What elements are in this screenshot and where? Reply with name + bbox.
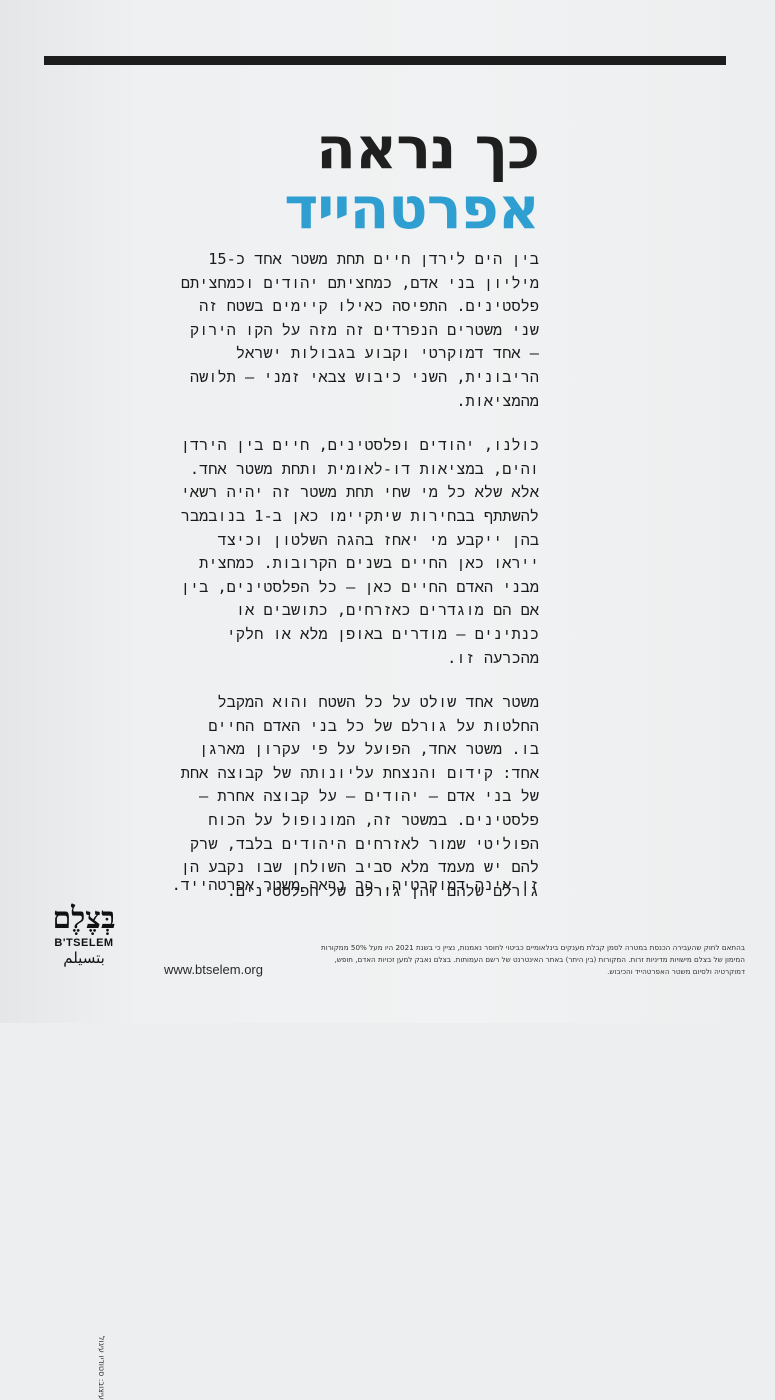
paragraph-1: בין הים לירדן חיים תחת משטר אחד כ-15 מיליון בני אדם, כמחציתם יהודים וכמחציתם פלסטינים. התפיסה כאילו קיימים בשטח זה שני משטרים הנפרדים זה מזה על הקו הירוק – אחד דמוקרטי וקבוע בגבולות ישראל הריבונית, השני כיבוש צבאי זמני – תלושה מהמציאות.	[180, 250, 539, 410]
body-text	[179, 248, 539, 924]
top-rule-divider	[44, 56, 726, 65]
paragraph-2: כולנו, יהודים ופלסטינים, חיים בין הירדן והים, במציאות דו-לאומית ותחת משטר אחד. אלא שלא כל מי שחי תחת משטר זה יהיה רשאי להשתתף בבחירות שיתקיימו כאן ב-1 בנובמבר בהן ייקבע מי יאחז בהגה השלטון וכיצד ייראו כאן החיים בשנים הקרובות. כמחצית מבני האדם החיים כאן – כל הפלסטינים, בין אם הם מוגדרים כאזרחים, כתושבים או כנתינים – מודרים באופן מלא או חלקי מהכרעה זו.	[180, 436, 539, 667]
headline	[284, 114, 539, 242]
closing-statement: זו אינה דמוקרטיה. כך נראה משטר אפרטהייד.	[171, 876, 539, 894]
headline-line-1: כך נראה	[316, 114, 539, 182]
logo-arabic-text: بتسيلم	[63, 949, 105, 967]
logo-hebrew-text: בְּצֶלֶם	[52, 901, 116, 936]
headline-line-2: אפרטהייד	[284, 174, 539, 242]
website-url: www.btselem.org	[164, 962, 263, 977]
design-credit: עיצוב: סטודיו עיגול	[97, 1336, 106, 1400]
btselem-logo	[44, 901, 124, 967]
paragraph-3: משטר אחד שולט על כל השטח והוא המקבל החלטות על גורלם של כל בני האדם החיים בו. משטר אחד, הפועל על פי עקרון מארגן אחד: קידום והנצחת עליונותה של קבוצה אחת של בני אדם – יהודים – על קבוצה אחרת – פלסטינים. במשטר זה, המונופול על הכוח הפוליטי שמור לאזרחים היהודים בלבד, שרק להם יש מעמד מלא סביב השולחן שבו נקבע הן גורלם שלהם והן גורלם של הפלסטינים.	[180, 693, 539, 900]
funding-disclosure-footnote: בהתאם לחוק שהעבירה הכנסת במטרה לסמן קבלת מענקים בינלאומיים כביטוי לחוסר נאמנות, נציין כי בשנת 2021 היו מעל 50% ממקורות המימון של בצלם מישויות מדיניות זרות. המקורות (בין היתר) באתר האינטרנט של רשם העמותות. בצלם נאבק למען זכויות האדם, חופש, דמוקרטיה ולסיום משטר האפרטהייד והכיבוש.	[321, 943, 745, 976]
logo-latin-text: B'TSELEM	[54, 937, 114, 949]
